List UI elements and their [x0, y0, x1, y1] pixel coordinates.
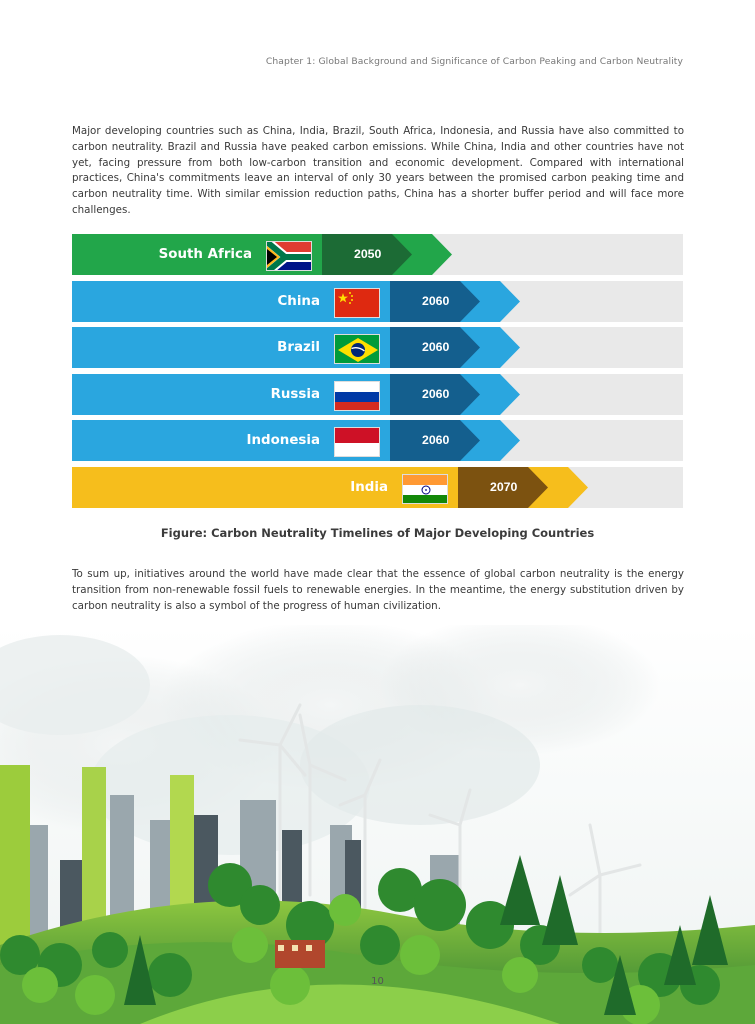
country-label: Russia: [270, 386, 320, 402]
country-label: South Africa: [158, 247, 252, 262]
timeline-row: [72, 420, 683, 461]
timeline-row: [72, 467, 683, 508]
figure-caption: Figure: Carbon Neutrality Timelines of Major Developing Countries: [160, 526, 595, 540]
south-africa-flag-icon: [266, 241, 312, 271]
country-label: India: [350, 479, 388, 495]
year-label: 2060: [422, 293, 450, 308]
carbon-neutrality-timeline-chart: [72, 234, 683, 513]
year-label: 2050: [354, 247, 382, 261]
country-label: China: [277, 293, 320, 309]
running-header: Chapter 1: Global Background and Significance of Carbon Peaking and Carbon Neutrality: [265, 56, 683, 67]
timeline-row: [72, 281, 683, 322]
india-flag-icon: [402, 474, 448, 504]
country-label: Brazil: [277, 340, 320, 355]
page-number: 10: [371, 976, 384, 987]
year-label: 2060: [422, 433, 450, 447]
year-label: 2060: [422, 340, 450, 354]
china-flag-icon: [334, 288, 380, 318]
indonesia-flag-icon: [334, 427, 380, 457]
country-label: Indonesia: [246, 433, 320, 448]
russia-flag-icon: [334, 381, 380, 411]
timeline-row: [72, 327, 683, 368]
green-city-illustration: [0, 625, 755, 1024]
body-paragraph-2: To sum up, initiatives around the world have made clear that the essence of global carbon neutrality is the energy transition from non-renewable fossil fuels to renewable energies. In the meantime, the energy substitution driven by carbon neutrality is also a symbol of the progress of human civilization.: [72, 568, 684, 612]
timeline-row: [72, 234, 683, 275]
body-paragraph-1: Major developing countries such as China, India, Brazil, South Africa, Indonesia, and Russia have also committed to carbon neutrality. Brazil and Russia have peaked carbon emissions. While China, India and other countries have not yet, facing pressure from both low-carbon transition and economic development. Compared with international practices, China's commitments leave an interval of only 30 years between the promised carbon peaking time and carbon neutrality time. With similar emission reduction paths, China has a shorter buffer period and will face more challenges.: [72, 125, 684, 216]
brazil-flag-icon: [334, 334, 380, 364]
timeline-row: [72, 374, 683, 415]
year-label: 2070: [490, 479, 518, 494]
year-label: 2060: [422, 386, 450, 401]
